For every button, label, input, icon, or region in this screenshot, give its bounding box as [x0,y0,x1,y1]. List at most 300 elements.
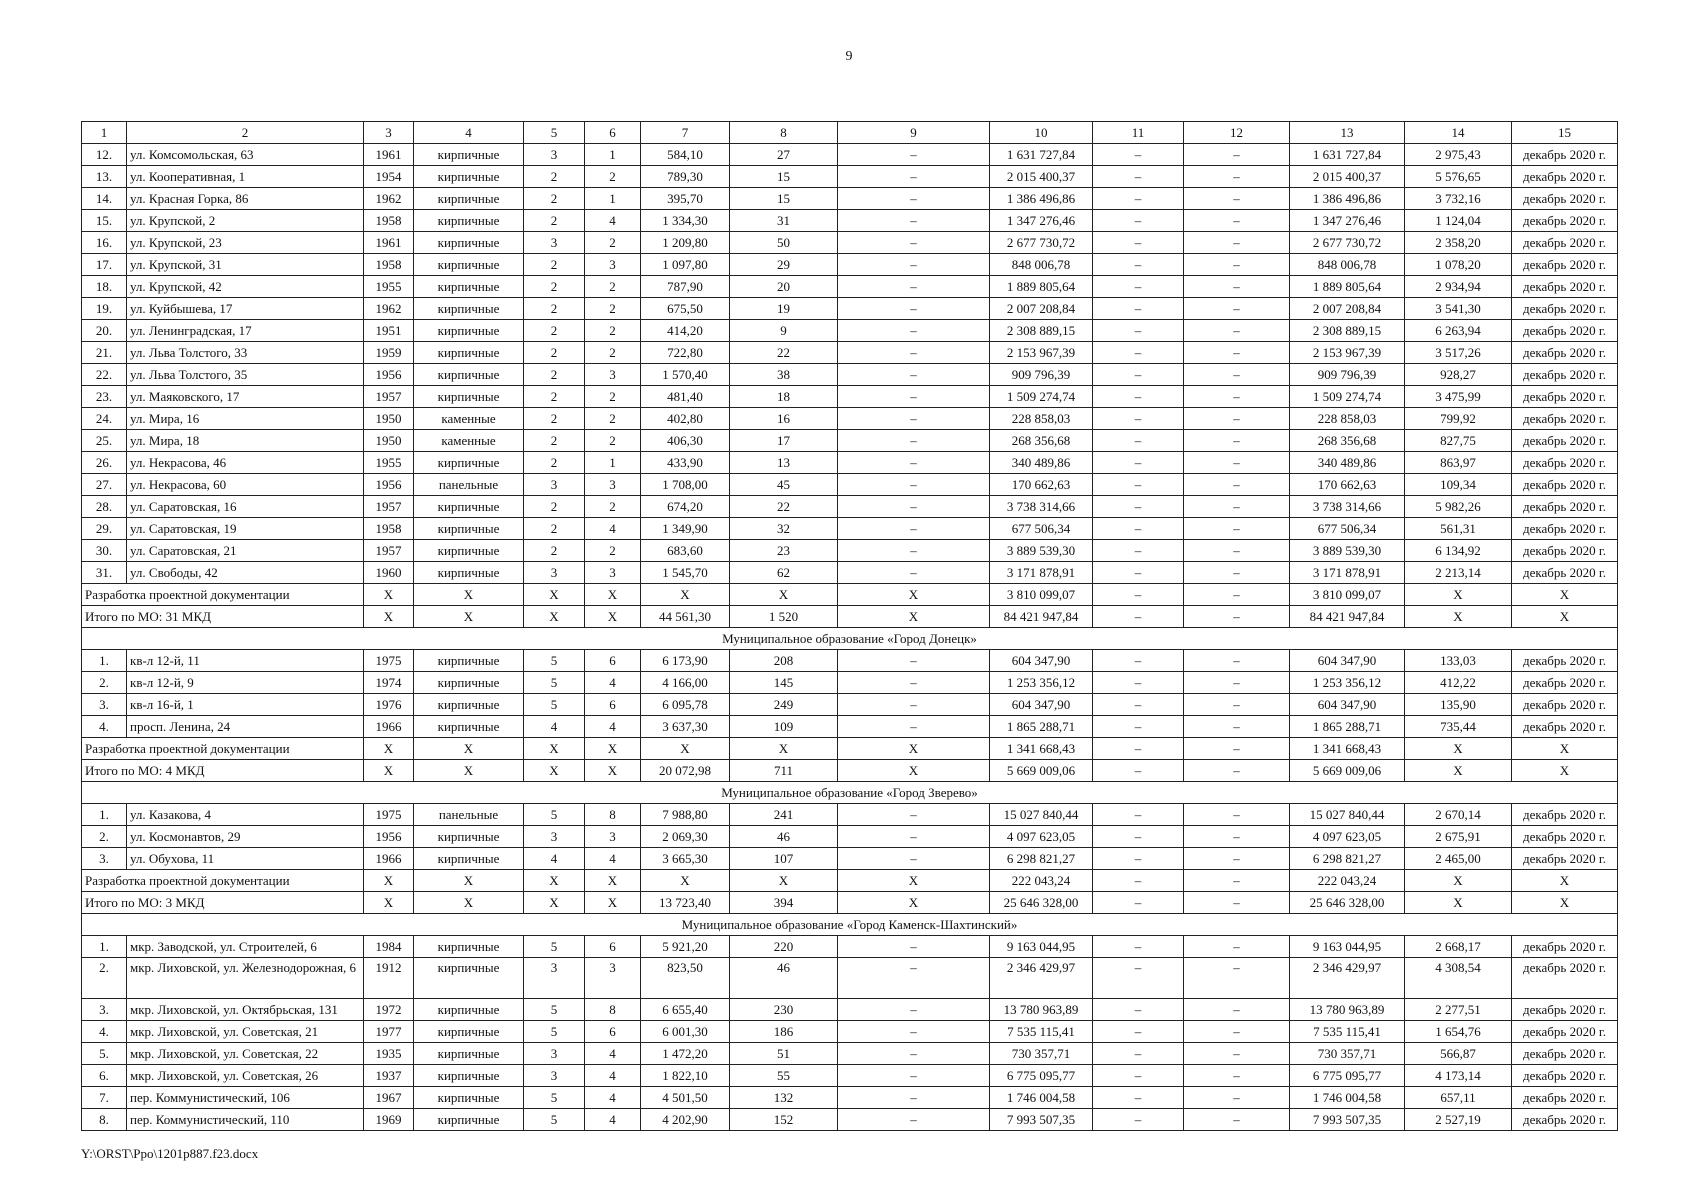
table-cell: декабрь 2020 г. [1512,254,1618,276]
table-cell: – [838,386,990,408]
row-number-cell: 18. [82,276,127,298]
table-cell: 1 746 004,58 [990,1087,1093,1109]
table-cell: 2 [524,496,585,518]
summary-cell: – [1093,606,1184,628]
table-cell: – [1184,254,1290,276]
table-cell: 1 097,80 [641,254,730,276]
table-cell: 4 [585,1065,641,1087]
row-number-cell: 2. [82,826,127,848]
table-cell: 1967 [364,1087,414,1109]
table-cell: 15 [730,188,838,210]
address-cell: ул. Комсомольская, 63 [127,144,364,166]
table-cell: 2 [524,188,585,210]
table-cell: 4 166,00 [641,672,730,694]
table-cell: 1 631 727,84 [990,144,1093,166]
table-cell: – [1093,430,1184,452]
summary-cell: – [1184,870,1290,892]
table-cell: 31 [730,210,838,232]
table-cell: 3 [524,1043,585,1065]
row-number-cell: 3. [82,848,127,870]
table-cell: 228 858,03 [1290,408,1405,430]
table-cell: 1 347 276,46 [990,210,1093,232]
table-cell: 1975 [364,804,414,826]
table-cell: 1972 [364,999,414,1021]
table-cell: 6 775 095,77 [1290,1065,1405,1087]
table-cell: – [1093,364,1184,386]
summary-cell: Х [1405,870,1512,892]
table-cell: 584,10 [641,144,730,166]
summary-cell: Х [641,738,730,760]
table-cell: 827,75 [1405,430,1512,452]
table-cell: 3 [524,826,585,848]
table-cell: 2 668,17 [1405,936,1512,958]
table-cell: 9 163 044,95 [1290,936,1405,958]
table-cell: 1959 [364,342,414,364]
summary-cell: Х [1512,892,1618,914]
table-cell: – [1184,364,1290,386]
table-cell: 152 [730,1109,838,1131]
table-cell: – [1184,1109,1290,1131]
table-row [82,298,1618,320]
table-cell: декабрь 2020 г. [1512,562,1618,584]
table-cell: – [838,716,990,738]
table-cell: 6 095,78 [641,694,730,716]
table-cell: кирпичные [414,342,524,364]
table-cell: 6 001,30 [641,1021,730,1043]
table-cell: – [1184,166,1290,188]
table-cell: 4 [585,518,641,540]
table-cell: кирпичные [414,166,524,188]
table-row [82,518,1618,540]
table-cell: – [1184,298,1290,320]
table-cell: 481,40 [641,386,730,408]
table-cell: 4 [585,1087,641,1109]
table-cell: 13 780 963,89 [990,999,1093,1021]
table-cell: 1912 [364,958,414,999]
summary-cell: Х [414,606,524,628]
table-cell: 27 [730,144,838,166]
table-cell: – [1093,716,1184,738]
row-number-cell: 3. [82,694,127,716]
table-cell: – [838,210,990,232]
table-cell: 208 [730,650,838,672]
table-cell: 249 [730,694,838,716]
table-cell: 1 889 805,64 [990,276,1093,298]
table-cell: 241 [730,804,838,826]
table-cell: – [1184,958,1290,999]
table-cell: 2 153 967,39 [990,342,1093,364]
table-cell: 6 298 821,27 [990,848,1093,870]
table-cell: 1 509 274,74 [1290,386,1405,408]
row-number-cell: 1. [82,936,127,958]
table-cell: – [1184,320,1290,342]
table-cell: 2 [585,430,641,452]
table-cell: 230 [730,999,838,1021]
table-cell: 4 097 623,05 [990,826,1093,848]
table-cell: 6 775 095,77 [990,1065,1093,1087]
table-cell: – [838,232,990,254]
table-cell: декабрь 2020 г. [1512,496,1618,518]
row-number-cell: 2. [82,672,127,694]
table-cell: 928,27 [1405,364,1512,386]
table-cell: кирпичные [414,254,524,276]
table-row [82,364,1618,386]
summary-row [82,584,1618,606]
housing-repair-table [81,121,1618,1131]
table-cell: 1957 [364,496,414,518]
table-cell: 1 822,10 [641,1065,730,1087]
table-cell: 3 738 314,66 [990,496,1093,518]
municipality-section-row [82,628,1618,650]
table-row [82,540,1618,562]
table-cell: 1966 [364,716,414,738]
table-cell: декабрь 2020 г. [1512,1021,1618,1043]
summary-cell: Х [414,760,524,782]
column-number-cell: 4 [414,122,524,144]
address-cell: мкр. Лиховской, ул. Октябрьская, 131 [127,999,364,1021]
table-cell: кирпичные [414,188,524,210]
summary-cell: 84 421 947,84 [1290,606,1405,628]
table-cell: кирпичные [414,999,524,1021]
summary-cell: Х [838,606,990,628]
table-cell: декабрь 2020 г. [1512,694,1618,716]
row-number-cell: 5. [82,1043,127,1065]
summary-cell: Х [524,606,585,628]
summary-cell: 3 810 099,07 [990,584,1093,606]
row-number-cell: 22. [82,364,127,386]
table-cell: 1954 [364,166,414,188]
table-cell: 2 [524,540,585,562]
table-cell: 1935 [364,1043,414,1065]
table-cell: 3 [585,474,641,496]
table-cell: 3 [524,232,585,254]
table-cell: 722,80 [641,342,730,364]
table-cell: кирпичные [414,320,524,342]
table-cell: 23 [730,540,838,562]
summary-row [82,606,1618,628]
table-cell: – [1184,342,1290,364]
summary-label: Итого по МО: 3 МКД [82,892,364,914]
table-cell: кирпичные [414,518,524,540]
table-cell: декабрь 2020 г. [1512,452,1618,474]
table-cell: 2 [585,496,641,518]
table-cell: 7 993 507,35 [990,1109,1093,1131]
summary-cell: Х [414,892,524,914]
table-cell: 1 545,70 [641,562,730,584]
table-cell: – [838,826,990,848]
summary-cell: Х [730,870,838,892]
table-cell: – [838,254,990,276]
table-cell: 1969 [364,1109,414,1131]
row-number-cell: 25. [82,430,127,452]
table-cell: 848 006,78 [990,254,1093,276]
table-row [82,999,1618,1021]
table-cell: – [1184,452,1290,474]
table-cell: – [1093,1109,1184,1131]
table-cell: каменные [414,430,524,452]
table-row [82,232,1618,254]
table-cell: – [1093,474,1184,496]
summary-cell: – [1184,606,1290,628]
table-cell: 2 527,19 [1405,1109,1512,1131]
table-cell: 19 [730,298,838,320]
summary-cell: Х [1512,870,1618,892]
table-cell: – [1093,1065,1184,1087]
table-row [82,716,1618,738]
table-cell: кирпичные [414,386,524,408]
table-cell: декабрь 2020 г. [1512,386,1618,408]
table-cell: кирпичные [414,1021,524,1043]
row-number-cell: 4. [82,1021,127,1043]
column-number-cell: 1 [82,122,127,144]
table-cell: 55 [730,1065,838,1087]
table-cell: 109 [730,716,838,738]
table-row [82,562,1618,584]
table-cell: кирпичные [414,540,524,562]
table-cell: 2 [524,276,585,298]
table-cell: декабрь 2020 г. [1512,276,1618,298]
summary-cell: 20 072,98 [641,760,730,782]
table-cell: декабрь 2020 г. [1512,320,1618,342]
table-cell: 3 738 314,66 [1290,496,1405,518]
table-cell: 15 027 840,44 [990,804,1093,826]
table-cell: 7 535 115,41 [1290,1021,1405,1043]
table-cell: кирпичные [414,650,524,672]
table-cell: 675,50 [641,298,730,320]
table-cell: 5 [524,804,585,826]
table-cell: 2 [524,452,585,474]
summary-cell: – [1093,870,1184,892]
summary-cell: 222 043,24 [990,870,1093,892]
table-cell: 2 [524,320,585,342]
table-cell: 1957 [364,540,414,562]
summary-cell: – [1093,892,1184,914]
table-cell: декабрь 2020 г. [1512,232,1618,254]
table-row [82,848,1618,870]
table-cell: 2 213,14 [1405,562,1512,584]
address-cell: ул. Красная Горка, 86 [127,188,364,210]
table-cell: 1961 [364,232,414,254]
table-cell: 1 865 288,71 [1290,716,1405,738]
summary-label: Итого по МО: 4 МКД [82,760,364,782]
table-cell: – [1093,848,1184,870]
summary-label: Разработка проектной документации [82,870,364,892]
table-cell: 863,97 [1405,452,1512,474]
row-number-cell: 7. [82,1087,127,1109]
table-row [82,452,1618,474]
table-cell: декабрь 2020 г. [1512,342,1618,364]
table-cell: 2 [585,408,641,430]
address-cell: ул. Саратовская, 16 [127,496,364,518]
table-cell: 3 637,30 [641,716,730,738]
table-cell: – [838,1021,990,1043]
table-cell: 604 347,90 [1290,694,1405,716]
table-cell: 5 [524,650,585,672]
table-cell: 1 253 356,12 [990,672,1093,694]
table-cell: кирпичные [414,210,524,232]
address-cell: ул. Мира, 18 [127,430,364,452]
summary-cell: Х [414,870,524,892]
table-cell: 6 173,90 [641,650,730,672]
table-cell: 9 163 044,95 [990,936,1093,958]
table-cell: 2 346 429,97 [1290,958,1405,999]
table-cell: 604 347,90 [990,694,1093,716]
table-cell: 3 [524,958,585,999]
table-cell: – [838,298,990,320]
table-cell: 1937 [364,1065,414,1087]
column-number-cell: 9 [838,122,990,144]
table-cell: 1960 [364,562,414,584]
table-cell: 1 631 727,84 [1290,144,1405,166]
table-cell: 735,44 [1405,716,1512,738]
table-cell: 13 780 963,89 [1290,999,1405,1021]
table-row [82,430,1618,452]
table-cell: 1974 [364,672,414,694]
summary-cell: Х [364,892,414,914]
table-cell: 4 [585,716,641,738]
table-cell: – [838,364,990,386]
table-cell: кирпичные [414,1065,524,1087]
column-number-cell: 6 [585,122,641,144]
table-cell: 6 [585,936,641,958]
table-cell: 2 007 208,84 [990,298,1093,320]
table-cell: – [1093,672,1184,694]
table-cell: 4 [585,210,641,232]
table-cell: – [1184,936,1290,958]
table-cell: 340 489,86 [990,452,1093,474]
table-cell: – [1093,804,1184,826]
table-cell: 5 [524,672,585,694]
table-cell: 1 865 288,71 [990,716,1093,738]
table-cell: декабрь 2020 г. [1512,1065,1618,1087]
table-row [82,936,1618,958]
table-cell: 414,20 [641,320,730,342]
table-cell: 1 [585,144,641,166]
summary-cell: Х [838,892,990,914]
table-cell: 3 [524,474,585,496]
table-cell: 2 277,51 [1405,999,1512,1021]
table-cell: – [838,848,990,870]
table-cell: – [838,144,990,166]
table-cell: 3 [524,1065,585,1087]
municipality-title: Муниципальное образование «Город Донецк» [82,628,1618,650]
summary-cell: Х [730,584,838,606]
summary-cell: Х [524,892,585,914]
table-cell: 228 858,03 [990,408,1093,430]
table-row [82,650,1618,672]
table-cell: 561,31 [1405,518,1512,540]
table-cell: – [838,999,990,1021]
table-cell: – [1184,1021,1290,1043]
column-number-cell: 5 [524,122,585,144]
summary-cell: – [1184,738,1290,760]
table-cell: панельные [414,474,524,496]
table-cell: 677 506,34 [990,518,1093,540]
table-cell: 674,20 [641,496,730,518]
table-cell: 170 662,63 [990,474,1093,496]
column-number-cell: 3 [364,122,414,144]
table-cell: декабрь 2020 г. [1512,936,1618,958]
summary-cell: – [1184,760,1290,782]
summary-cell: Х [585,892,641,914]
table-cell: – [1093,254,1184,276]
table-cell: 2 308 889,15 [1290,320,1405,342]
table-cell: 1958 [364,518,414,540]
table-row [82,166,1618,188]
row-number-cell: 28. [82,496,127,518]
table-cell: 3 541,30 [1405,298,1512,320]
summary-cell: Х [838,760,990,782]
summary-cell: – [1093,738,1184,760]
table-cell: – [838,958,990,999]
summary-cell: Х [364,606,414,628]
table-cell: декабрь 2020 г. [1512,716,1618,738]
table-cell: 4 [585,672,641,694]
table-row [82,496,1618,518]
address-cell: ул. Крупской, 31 [127,254,364,276]
table-cell: 1 078,20 [1405,254,1512,276]
table-cell: 1956 [364,474,414,496]
table-cell: декабрь 2020 г. [1512,144,1618,166]
table-cell: – [1093,166,1184,188]
table-cell: 22 [730,342,838,364]
table-cell: 3 475,99 [1405,386,1512,408]
table-cell: – [1184,430,1290,452]
address-cell: ул. Некрасова, 46 [127,452,364,474]
row-number-cell: 26. [82,452,127,474]
table-cell: – [1184,518,1290,540]
table-cell: 1951 [364,320,414,342]
table-cell: 2 [524,386,585,408]
table-cell: 3 517,26 [1405,342,1512,364]
column-number-cell: 8 [730,122,838,144]
table-cell: – [1093,496,1184,518]
table-cell: 7 988,80 [641,804,730,826]
table-cell: 3 171 878,91 [990,562,1093,584]
summary-cell: Х [838,870,990,892]
row-number-cell: 2. [82,958,127,999]
table-cell: кирпичные [414,1109,524,1131]
summary-cell: 13 723,40 [641,892,730,914]
table-cell: 2 358,20 [1405,232,1512,254]
table-cell: 1 [585,188,641,210]
table-cell: декабрь 2020 г. [1512,826,1618,848]
table-cell: кирпичные [414,936,524,958]
table-cell: 1961 [364,144,414,166]
table-cell: – [838,1065,990,1087]
row-number-cell: 14. [82,188,127,210]
summary-cell: Х [364,584,414,606]
table-cell: – [838,452,990,474]
table-cell: 5 921,20 [641,936,730,958]
table-cell: декабрь 2020 г. [1512,430,1618,452]
table-cell: – [838,936,990,958]
table-cell: – [1184,1043,1290,1065]
summary-cell: – [1184,584,1290,606]
table-cell: 1962 [364,298,414,320]
address-cell: ул. Саратовская, 19 [127,518,364,540]
table-cell: – [838,650,990,672]
address-cell: ул. Крупской, 2 [127,210,364,232]
table-cell: – [838,408,990,430]
row-number-cell: 24. [82,408,127,430]
summary-cell: Х [1512,606,1618,628]
table-cell: 4 308,54 [1405,958,1512,999]
summary-cell: 5 669 009,06 [990,760,1093,782]
table-cell: – [1184,474,1290,496]
summary-cell: 25 646 328,00 [1290,892,1405,914]
table-cell: кирпичные [414,1043,524,1065]
